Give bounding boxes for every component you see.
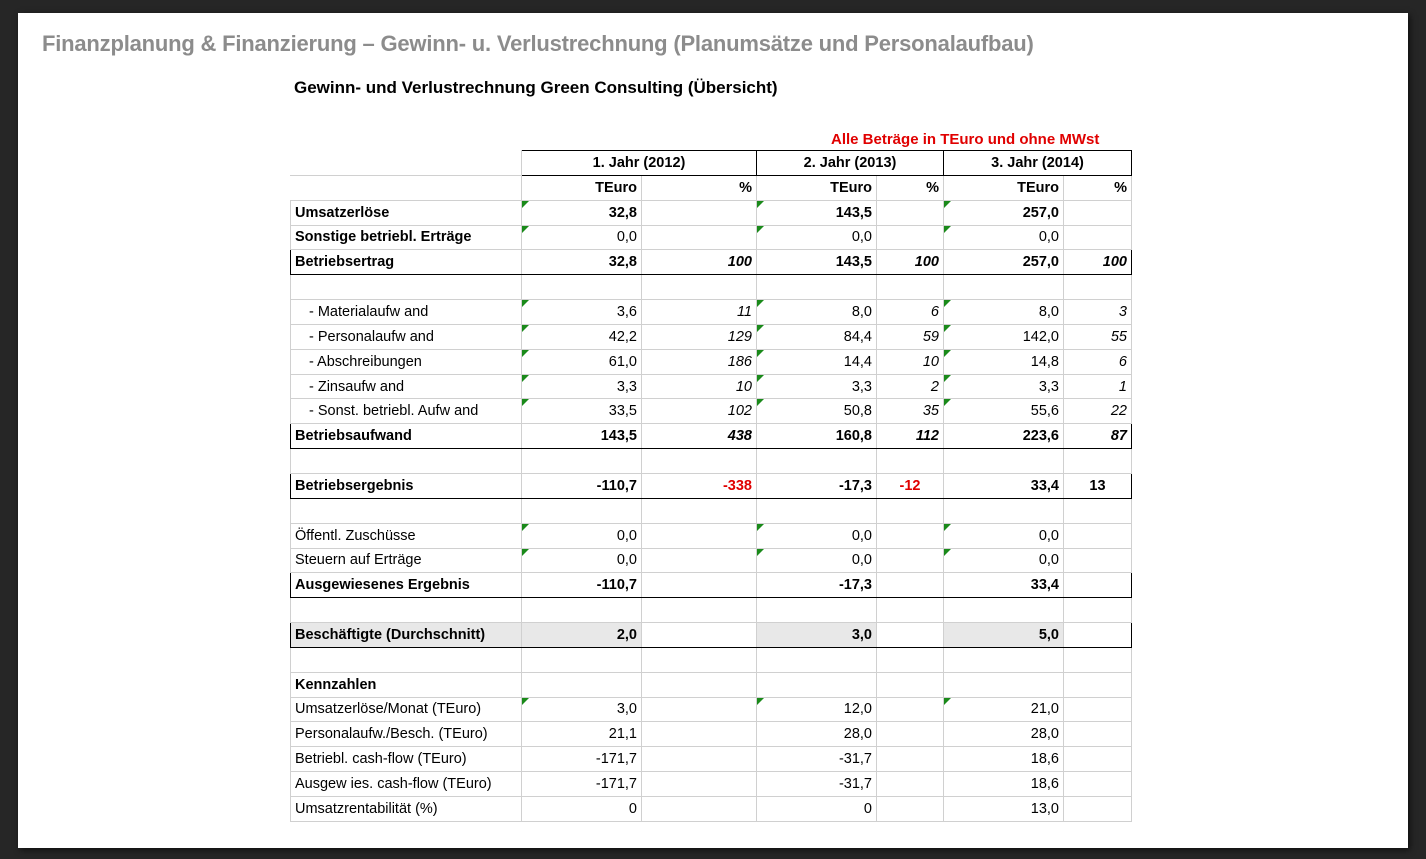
year-3-header: 3. Jahr (2014) xyxy=(944,151,1132,176)
cell-pct xyxy=(642,573,757,598)
cell-value: 257,0 xyxy=(944,250,1064,275)
row-label: Umsatzerlöse xyxy=(291,200,522,225)
row-label: Umsatzerlöse/Monat (TEuro) xyxy=(291,697,522,722)
cell-value: 3,3 xyxy=(757,374,877,399)
row-label: Umsatzrentabilität (%) xyxy=(291,796,522,821)
row-label: Steuern auf Erträge xyxy=(291,548,522,573)
cell-value: 42,2 xyxy=(522,324,642,349)
cell-pct: 87 xyxy=(1064,424,1132,449)
row-abschreibungen xyxy=(291,349,1132,374)
currency-note: Alle Beträge in TEuro und ohne MWst xyxy=(831,131,1100,148)
cell-pct: 3 xyxy=(1064,300,1132,325)
spacer-row xyxy=(291,498,1132,523)
cell-pct: 2 xyxy=(877,374,944,399)
row-zinsaufwand xyxy=(291,374,1132,399)
cell-value: 13,0 xyxy=(944,796,1064,821)
cell-value: 223,6 xyxy=(944,424,1064,449)
cell-pct: 10 xyxy=(642,374,757,399)
spacer-row xyxy=(291,598,1132,623)
cell-value: 0,0 xyxy=(757,548,877,573)
row-label: Sonstige betriebl. Erträge xyxy=(291,225,522,250)
cell-value: 50,8 xyxy=(757,399,877,424)
cell-value: 32,8 xyxy=(522,200,642,225)
row-label: - Materialaufw and xyxy=(291,300,522,325)
cell-value: 0 xyxy=(522,796,642,821)
cell-pct: 100 xyxy=(1064,250,1132,275)
cell-pct xyxy=(1064,523,1132,548)
cell-value: 61,0 xyxy=(522,349,642,374)
cell-value: 18,6 xyxy=(944,772,1064,797)
cell-pct: 10 xyxy=(877,349,944,374)
cell-value: 0 xyxy=(757,796,877,821)
cell-pct xyxy=(877,200,944,225)
row-steuern xyxy=(291,548,1132,573)
cell-pct: 438 xyxy=(642,424,757,449)
cell-pct xyxy=(1064,697,1132,722)
cell-pct xyxy=(877,623,944,648)
row-label: - Personalaufw and xyxy=(291,324,522,349)
cell-pct: 35 xyxy=(877,399,944,424)
row-label: Betriebsergebnis xyxy=(291,473,522,498)
row-label: Betriebl. cash-flow (TEuro) xyxy=(291,747,522,772)
row-label: Ausgewiesenes Ergebnis xyxy=(291,573,522,598)
cell-value: -17,3 xyxy=(757,473,877,498)
cell-value: 0,0 xyxy=(522,225,642,250)
cell-pct: 1 xyxy=(1064,374,1132,399)
cell-pct xyxy=(877,548,944,573)
header-units-row xyxy=(291,175,1132,200)
row-ausgewiesenes-ergebnis xyxy=(291,573,1132,598)
header-blank xyxy=(291,175,522,200)
cell-pct xyxy=(1064,772,1132,797)
unit-header: TEuro xyxy=(757,175,877,200)
cell-value: 3,3 xyxy=(522,374,642,399)
pct-header: % xyxy=(877,175,944,200)
cell-pct xyxy=(877,747,944,772)
cell-pct xyxy=(877,722,944,747)
cell-value: -17,3 xyxy=(757,573,877,598)
cell-value: 8,0 xyxy=(757,300,877,325)
cell-pct-negative: -12 xyxy=(877,473,944,498)
cell-pct xyxy=(642,796,757,821)
section-heading: Kennzahlen xyxy=(291,672,522,697)
cell-pct xyxy=(1064,623,1132,648)
row-beschaeftigte xyxy=(291,623,1132,648)
cell-pct xyxy=(877,772,944,797)
row-label: - Zinsaufw and xyxy=(291,374,522,399)
cell-value: -31,7 xyxy=(757,747,877,772)
cell-value: -171,7 xyxy=(522,772,642,797)
cell-pct xyxy=(877,523,944,548)
cell-value: 3,6 xyxy=(522,300,642,325)
cell-value: -110,7 xyxy=(522,573,642,598)
cell-pct xyxy=(1064,548,1132,573)
cell-value: 84,4 xyxy=(757,324,877,349)
table-title: Gewinn- und Verlustrechnung Green Consulting (Übersicht) xyxy=(294,78,778,97)
cell-value: 0,0 xyxy=(944,523,1064,548)
cell-pct: 13 xyxy=(1064,473,1132,498)
cell-value: 33,5 xyxy=(522,399,642,424)
cell-pct xyxy=(642,697,757,722)
page-title: Finanzplanung & Finanzierung – Gewinn- u. Verlustrechnung (Planumsätze und Personalaufbau) xyxy=(42,31,1034,56)
row-betriebsertrag xyxy=(291,250,1132,275)
row-betriebsaufwand xyxy=(291,424,1132,449)
cell-value: 32,8 xyxy=(522,250,642,275)
cell-pct xyxy=(642,722,757,747)
header-years-row xyxy=(291,151,1132,176)
cell-value: 33,4 xyxy=(944,573,1064,598)
cell-value: 2,0 xyxy=(522,623,642,648)
cell-value: 143,5 xyxy=(757,250,877,275)
row-personalaufwand xyxy=(291,324,1132,349)
cell-value: 12,0 xyxy=(757,697,877,722)
cell-value: 3,0 xyxy=(522,697,642,722)
cell-value: 0,0 xyxy=(522,523,642,548)
row-label: Öffentl. Zuschüsse xyxy=(291,523,522,548)
row-label: Personalaufw./Besch. (TEuro) xyxy=(291,722,522,747)
cell-value: -171,7 xyxy=(522,747,642,772)
cell-value: 28,0 xyxy=(757,722,877,747)
cell-pct xyxy=(1064,225,1132,250)
row-betriebl-cashflow xyxy=(291,747,1132,772)
cell-value: 3,0 xyxy=(757,623,877,648)
cell-pct xyxy=(642,772,757,797)
cell-value: 14,4 xyxy=(757,349,877,374)
cell-pct xyxy=(642,200,757,225)
cell-value: 142,0 xyxy=(944,324,1064,349)
row-materialaufwand xyxy=(291,300,1132,325)
row-ausgew-cashflow xyxy=(291,772,1132,797)
cell-pct-negative: -338 xyxy=(642,473,757,498)
cell-pct xyxy=(1064,573,1132,598)
cell-value: 14,8 xyxy=(944,349,1064,374)
slide xyxy=(18,13,1408,848)
cell-pct xyxy=(1064,200,1132,225)
cell-value: 21,0 xyxy=(944,697,1064,722)
row-sonstiger-aufwand xyxy=(291,399,1132,424)
spacer-row xyxy=(291,275,1132,300)
spacer-row xyxy=(291,449,1132,474)
cell-value: 160,8 xyxy=(757,424,877,449)
row-personal-besch xyxy=(291,722,1132,747)
cell-value: -31,7 xyxy=(757,772,877,797)
cell-value: 257,0 xyxy=(944,200,1064,225)
cell-pct: 129 xyxy=(642,324,757,349)
cell-value: 0,0 xyxy=(757,225,877,250)
row-label: Ausgew ies. cash-flow (TEuro) xyxy=(291,772,522,797)
cell-pct: 11 xyxy=(642,300,757,325)
row-umsatzerloese xyxy=(291,200,1132,225)
cell-pct xyxy=(642,523,757,548)
cell-value: 28,0 xyxy=(944,722,1064,747)
cell-pct: 102 xyxy=(642,399,757,424)
pct-header: % xyxy=(1064,175,1132,200)
cell-value: -110,7 xyxy=(522,473,642,498)
cell-pct: 100 xyxy=(642,250,757,275)
row-label: Betriebsaufwand xyxy=(291,424,522,449)
header-blank xyxy=(291,151,522,176)
row-umsatzrentabilitaet xyxy=(291,796,1132,821)
row-label: Beschäftigte (Durchschnitt) xyxy=(291,623,522,648)
year-1-header: 1. Jahr (2012) xyxy=(522,151,757,176)
cell-pct xyxy=(877,796,944,821)
cell-pct: 100 xyxy=(877,250,944,275)
row-label: - Sonst. betriebl. Aufw and xyxy=(291,399,522,424)
cell-pct: 6 xyxy=(1064,349,1132,374)
cell-value: 143,5 xyxy=(757,200,877,225)
cell-pct xyxy=(642,747,757,772)
cell-pct xyxy=(642,548,757,573)
cell-pct xyxy=(877,697,944,722)
cell-value: 3,3 xyxy=(944,374,1064,399)
row-umsatz-monat xyxy=(291,697,1132,722)
row-label: Betriebsertrag xyxy=(291,250,522,275)
pl-table xyxy=(290,150,1132,822)
cell-pct xyxy=(1064,747,1132,772)
spacer-row xyxy=(291,647,1132,672)
cell-value: 0,0 xyxy=(944,225,1064,250)
unit-header: TEuro xyxy=(944,175,1064,200)
cell-value: 33,4 xyxy=(944,473,1064,498)
row-label: - Abschreibungen xyxy=(291,349,522,374)
year-2-header: 2. Jahr (2013) xyxy=(757,151,944,176)
cell-value: 8,0 xyxy=(944,300,1064,325)
cell-value: 143,5 xyxy=(522,424,642,449)
cell-value: 18,6 xyxy=(944,747,1064,772)
cell-pct xyxy=(642,623,757,648)
cell-pct: 55 xyxy=(1064,324,1132,349)
unit-header: TEuro xyxy=(522,175,642,200)
row-kennzahlen-heading xyxy=(291,672,1132,697)
row-zuschuesse xyxy=(291,523,1132,548)
cell-pct: 186 xyxy=(642,349,757,374)
cell-pct: 6 xyxy=(877,300,944,325)
cell-pct xyxy=(642,225,757,250)
cell-value: 0,0 xyxy=(522,548,642,573)
cell-value: 0,0 xyxy=(757,523,877,548)
cell-pct xyxy=(877,573,944,598)
cell-value: 21,1 xyxy=(522,722,642,747)
cell-pct: 59 xyxy=(877,324,944,349)
cell-value: 5,0 xyxy=(944,623,1064,648)
pct-header: % xyxy=(642,175,757,200)
cell-value: 0,0 xyxy=(944,548,1064,573)
cell-pct xyxy=(877,225,944,250)
row-betriebsergebnis xyxy=(291,473,1132,498)
cell-pct: 22 xyxy=(1064,399,1132,424)
cell-pct: 112 xyxy=(877,424,944,449)
cell-pct xyxy=(1064,796,1132,821)
cell-pct xyxy=(1064,722,1132,747)
row-sonstige-ertraege xyxy=(291,225,1132,250)
cell-value: 55,6 xyxy=(944,399,1064,424)
